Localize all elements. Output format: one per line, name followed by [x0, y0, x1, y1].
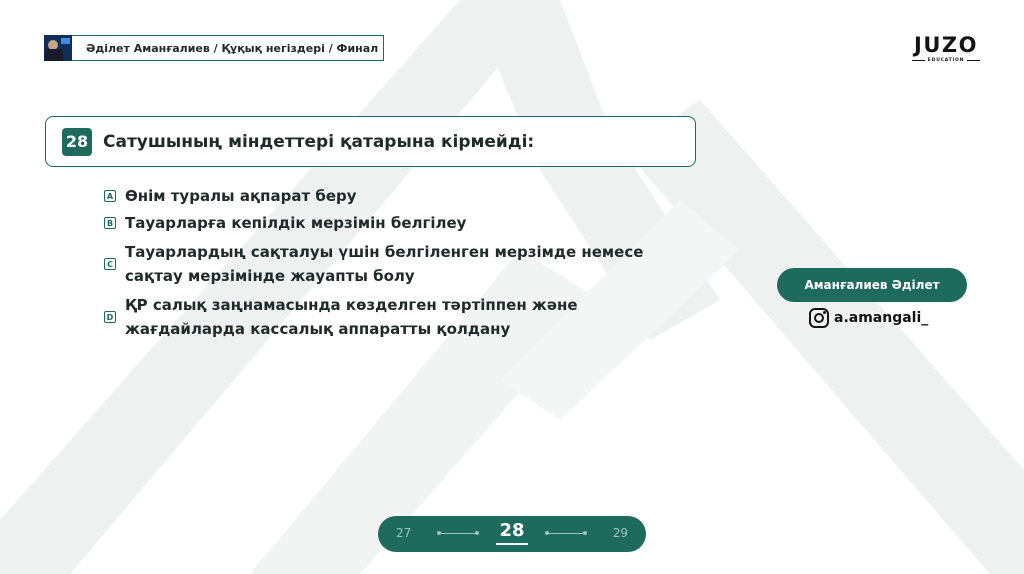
question-number-badge: 28 [62, 128, 92, 156]
breadcrumb: Әділет Аманғалиев / Құқық негіздері / Финал [86, 41, 379, 55]
option-a[interactable] [104, 184, 357, 208]
option-letter: A [104, 190, 116, 202]
option-text-line-1: Тауарлардың сақталуы үшін белгіленген мерзімде немесе [125, 243, 644, 261]
presenter-thumbnail [44, 35, 72, 61]
option-text: Өнім туралы ақпарат беру [125, 187, 357, 205]
prev-slide-number[interactable]: 27 [396, 526, 412, 540]
current-slide-underline [496, 543, 528, 545]
breadcrumb-bar [44, 35, 384, 61]
instagram-handle-text: a.amangali_ [834, 310, 929, 326]
next-slide-number[interactable]: 29 [612, 526, 628, 540]
option-letter: D [104, 311, 116, 323]
option-c[interactable] [104, 240, 643, 288]
logo-wordmark: JUZO [914, 33, 978, 57]
option-text-line-2: жағдайларда кассалық аппаратты қолдану [125, 320, 511, 338]
option-text-line-2: сақтау мерзімінде жауапты болу [125, 267, 415, 285]
question-card [45, 116, 696, 167]
question-text: Сатушының міндеттері қатарына кірмейді: [103, 131, 535, 152]
option-text-line-1: ҚР салық заңнамасында көзделген тәртіппен және [125, 296, 578, 314]
logo-subtitle: EDUCATION [927, 58, 965, 63]
prev-arrow-icon[interactable] [439, 533, 477, 534]
author-name-badge: Аманғалиев Әділет [777, 268, 967, 302]
option-d[interactable] [104, 293, 578, 341]
instagram-handle[interactable] [809, 308, 928, 328]
option-letter: C [104, 258, 116, 270]
option-b[interactable] [104, 211, 466, 235]
current-slide-number: 28 [499, 520, 525, 541]
option-letter: B [104, 217, 116, 229]
next-arrow-icon[interactable] [547, 533, 585, 534]
instagram-icon [809, 308, 829, 328]
slide-pager [378, 516, 646, 552]
option-text: Тауарларға кепілдік мерзімін белгілеу [125, 214, 467, 232]
brand-logo [912, 34, 980, 63]
